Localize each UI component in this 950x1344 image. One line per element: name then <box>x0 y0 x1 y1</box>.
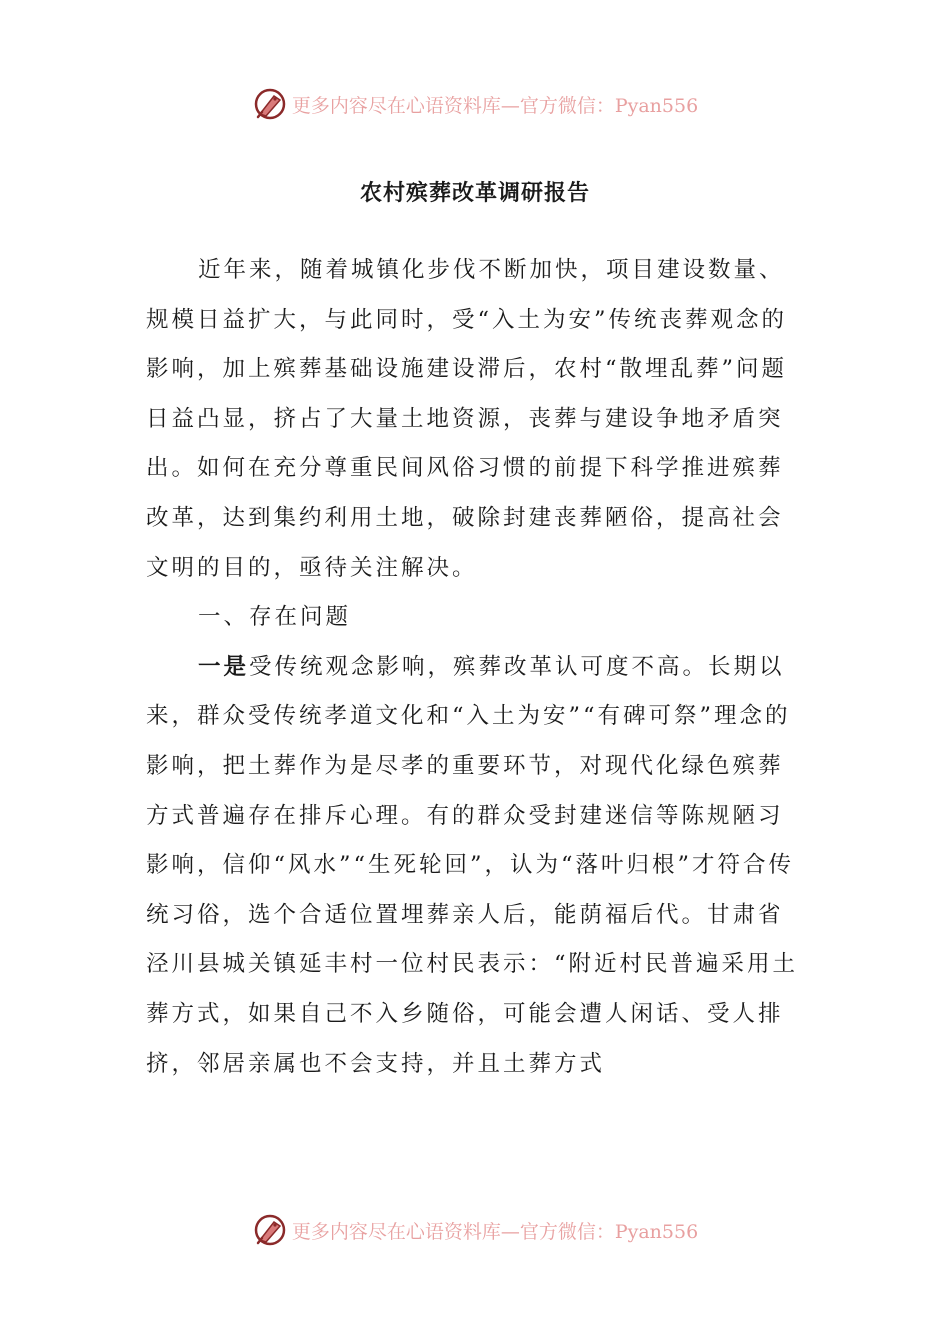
header-watermark <box>0 82 950 126</box>
intro-paragraph: 近年来，随着城镇化步伐不断加快，项目建设数量、规模日益扩大，与此同时，受“入土为安”传统丧葬观念的影响，加上殡葬基础设施建设滞后，农村“散埋乱葬”问题日益凸显，挤占了大量土地资源，丧葬与建设争地矛盾突出。如何在充分尊重民间风俗习惯的前提下科学推进殡葬改革，达到集约利用土地，破除封建丧葬陋俗，提高社会文明的目的，亟待关注解决。 <box>146 257 788 581</box>
point-one-paragraph <box>146 643 806 1089</box>
footer-watermark-text: 更多内容尽在心语资料库—官方微信：Pyan556 <box>291 1220 699 1243</box>
footer-watermark <box>0 1208 950 1252</box>
header-watermark-text: 更多内容尽在心语资料库—官方微信：Pyan556 <box>291 94 699 117</box>
section-heading: 一、存在问题 <box>198 604 352 631</box>
document-body <box>146 246 806 1089</box>
point-one-text: 受传统观念影响，殡葬改革认可度不高。长期以来，群众受传统孝道文化和“入土为安”“有碑可祭”理念的影响，把土葬作为是尽孝的重要环节，对现代化绿色殡葬方式普遍存在排斥心理。有的群众受封建迷信等陈规陋习影响，信仰“风水”“生死轮回”，认为“落叶归根”才符合传统习俗，选个合适位置埋葬亲人后，能荫福后代。甘肃省泾川县城关镇延丰村一位村民表示：“附近村民普遍采用土葬方式，如果自己不入乡随俗，可能会遭人闲话、受人排挤，邻居亲属也不会支持，并且土葬方式 <box>146 653 799 1077</box>
pen-nib-icon <box>252 86 288 122</box>
pen-nib-icon <box>252 1212 288 1248</box>
point-one-lead: 一是 <box>198 653 250 680</box>
page-title: 农村殡葬改革调研报告 <box>359 181 590 206</box>
